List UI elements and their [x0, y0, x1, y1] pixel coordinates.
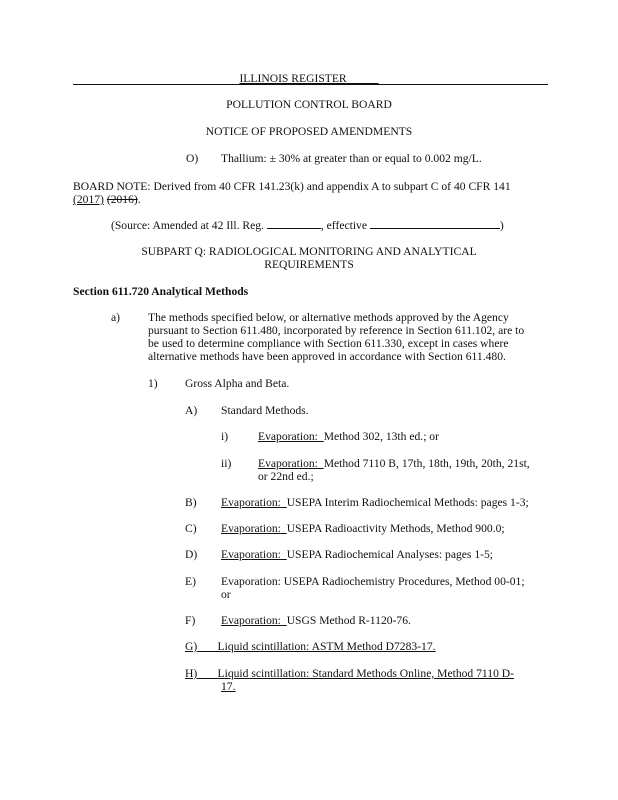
board-note-line1: BOARD NOTE: Derived from 40 CFR 141.23(k) and appendix A to subpart C of 40 CFR 141	[73, 180, 511, 193]
item-c-label: C)	[185, 522, 197, 535]
board-note-line2: (2017) (2016).	[73, 193, 141, 206]
item-i-line: Evaporation: Method 302, 13th ed.; or	[258, 430, 439, 443]
item-d-method: Evaporation:	[221, 548, 281, 561]
para-a-line2: pursuant to Section 611.480, incorporated by reference in Section 611.102, are to	[148, 324, 525, 337]
item-h-line2: 17.	[221, 680, 236, 693]
item-ii-method: Evaporation:	[258, 457, 318, 470]
subpart-title-line2: REQUIREMENTS	[264, 258, 354, 271]
section-title: Section 611.720 Analytical Methods	[73, 285, 249, 298]
item-d-line: Evaporation: USEPA Radiochemical Analyses: pages 1-5;	[221, 548, 493, 561]
item-f-line: Evaporation: USGS Method R-1120-76.	[221, 614, 411, 627]
item-i-method: Evaporation:	[258, 430, 318, 443]
item-i-label: i)	[221, 430, 229, 443]
item-1-text: Gross Alpha and Beta.	[185, 377, 290, 390]
item-g-line	[185, 640, 436, 654]
item-e-line2: or	[221, 588, 231, 601]
item-b-method: Evaporation:	[221, 496, 281, 509]
para-a-line3: be used to determine compliance with Section 611.330, except in cases where	[148, 337, 509, 350]
item-c-line: Evaporation: USEPA Radioactivity Methods, Method 900.0;	[221, 522, 505, 535]
source-line: (Source: Amended at 42 Ill. Reg. , effective )	[111, 219, 504, 232]
para-a-label: a)	[111, 311, 121, 324]
item-ii-line1: Evaporation: Method 7110 B, 17th, 18th, 19th, 20th, 21st,	[258, 457, 530, 470]
item-o-label: O)	[186, 152, 199, 165]
item-h-text: Liquid scintillation: Standard Methods Online, Method 7110 D-	[217, 667, 514, 680]
deleted-text: (2016)	[106, 193, 138, 206]
item-g-text: Liquid scintillation: ASTM Method D7283-17.	[217, 640, 436, 653]
item-b-label: B)	[185, 496, 197, 509]
effective-blank	[370, 218, 500, 229]
subpart-title-line1: SUBPART Q: RADIOLOGICAL MONITORING AND ANALYTICAL	[141, 245, 477, 258]
item-f-method: Evaporation:	[221, 614, 281, 627]
item-a-text: Standard Methods.	[221, 404, 309, 417]
item-1-label: 1)	[148, 377, 158, 390]
item-e-line1: Evaporation: USEPA Radiochemistry Procedures, Method 00-01;	[221, 575, 525, 588]
item-a-label: A)	[185, 404, 198, 417]
item-e-label: E)	[185, 575, 196, 588]
header-rule	[73, 84, 548, 85]
item-h-line1	[185, 667, 514, 681]
item-b-line: Evaporation: USEPA Interim Radiochemical Methods: pages 1-3;	[221, 496, 529, 509]
item-ii-label: ii)	[221, 457, 232, 470]
item-o-text: Thallium: ± 30% at greater than or equal to 0.002 mg/L.	[221, 152, 482, 165]
board-name: POLLUTION CONTROL BOARD	[226, 98, 392, 111]
para-a-line1: The methods specified below, or alternative methods approved by the Agency	[148, 311, 509, 324]
added-text: (2017)	[73, 193, 104, 206]
register-title: ILLINOIS REGISTER	[239, 72, 347, 85]
item-f-label: F)	[185, 614, 196, 627]
item-c-method: Evaporation:	[221, 522, 281, 535]
item-d-label: D)	[185, 548, 198, 561]
item-g-label: G)	[185, 640, 198, 653]
para-a-line4: alternative methods have been approved in accordance with Section 611.480.	[148, 350, 506, 363]
item-h-label: H)	[185, 667, 198, 680]
reg-blank	[267, 218, 321, 229]
notice-title: NOTICE OF PROPOSED AMENDMENTS	[205, 125, 413, 138]
item-ii-line2: or 22nd ed.;	[258, 470, 314, 483]
